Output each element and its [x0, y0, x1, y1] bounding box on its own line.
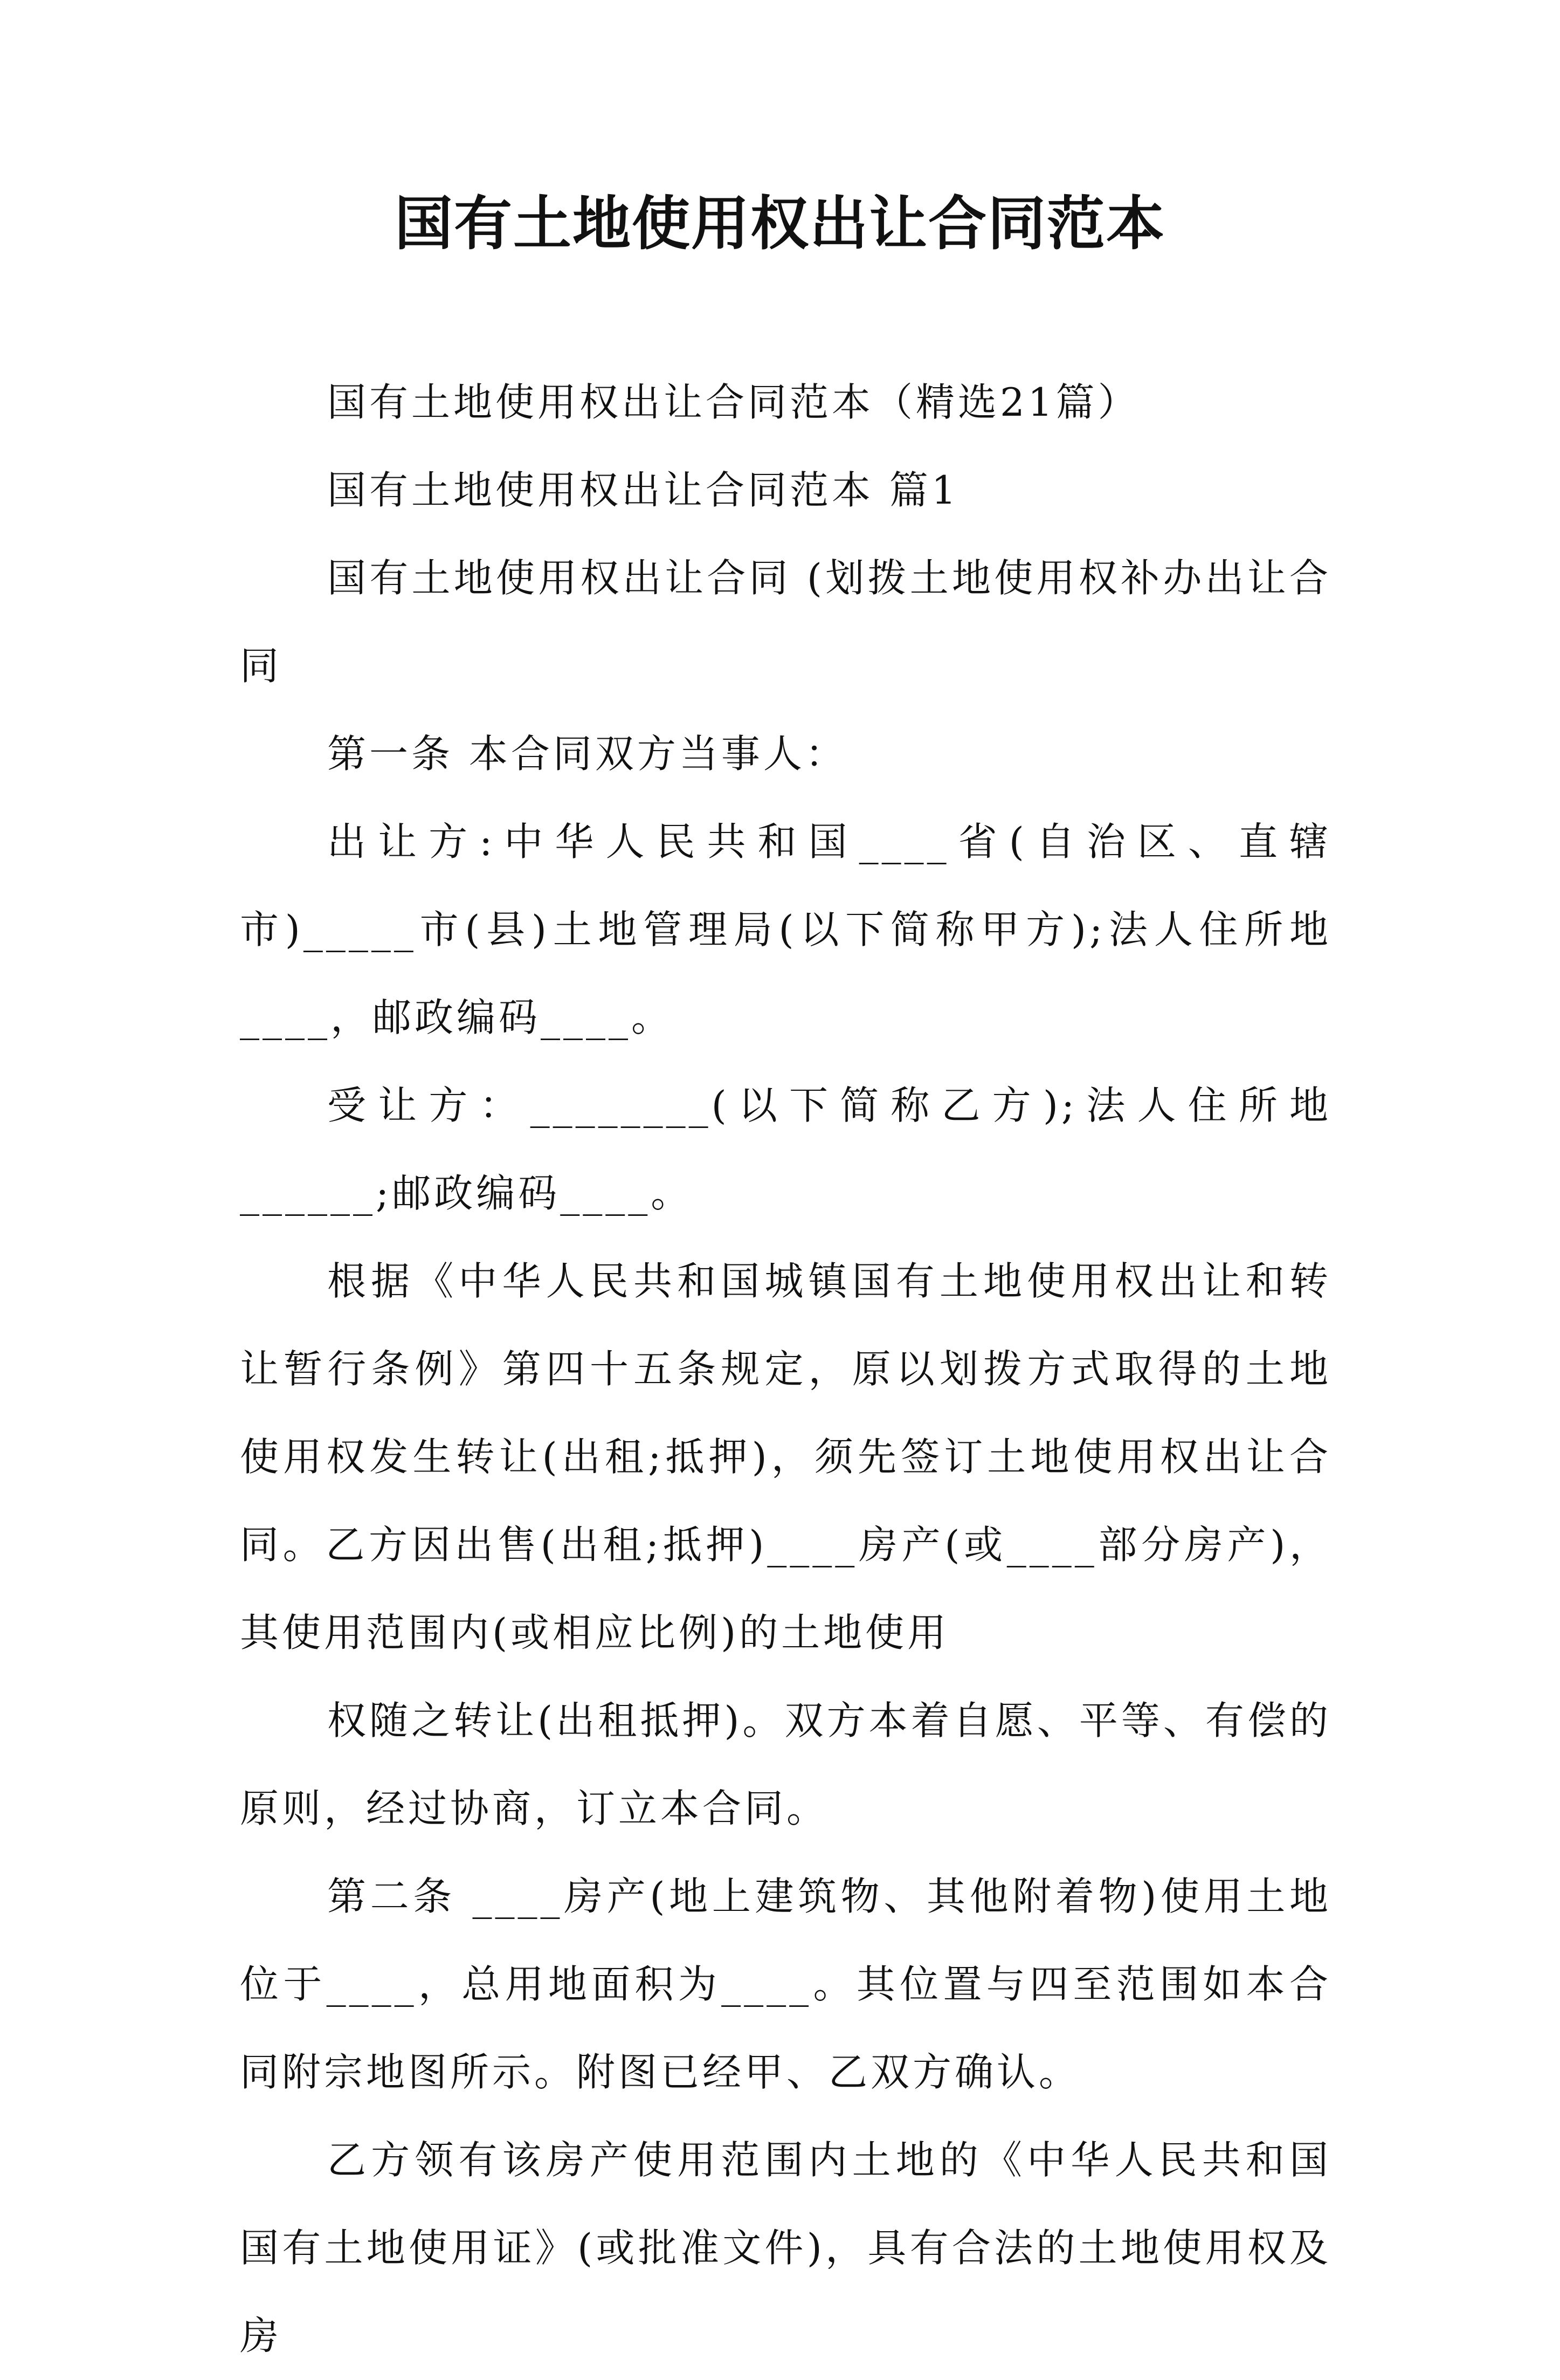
document-title: 国有土地使用权出让合同范本 — [394, 190, 1165, 258]
paragraph-article-2: 第二条 ____房产(地上建筑物、其他附着物)使用土地位于____，总用地面积为____。其位置与四至范围如本合同附宗地图所示。附图已经甲、乙双方确认。 — [240, 1874, 1331, 2095]
paragraph-contract-name: 国有土地使用权出让合同 (划拨土地使用权补办出让合同 — [240, 555, 1331, 689]
document-body — [240, 359, 1331, 2380]
paragraph-section-heading: 国有土地使用权出让合同范本 篇1 — [327, 467, 960, 513]
paragraph-article-1: 第一条 本合同双方当事人： — [327, 731, 847, 776]
paragraph-grantor: 出让方:中华人民共和国____省(自治区、直辖市)_____市(县)土地管理局(以下简称甲方);法人住所地____，邮政编码____。 — [240, 819, 1331, 1040]
paragraph-legal-basis: 根据《中华人民共和国城镇国有土地使用权出让和转让暂行条例》第四十五条规定，原以划拨方式取得的土地使用权发生转让(出租;抵押)，须先签订土地使用权出让合同。乙方因出售(出租;抵押)____房产(或____部分房产)，其使用范围内(或相应比例)的土地使用 — [240, 1258, 1331, 1655]
paragraph-land-certificate: 乙方领有该房产使用范围内土地的《中华人民共和国国有土地使用证》(或批准文件)，具有合法的土地使用权及房 — [240, 2137, 1331, 2358]
paragraph-subtitle: 国有土地使用权出让合同范本（精选21篇） — [327, 380, 1140, 425]
paragraph-grantee: 受让方：________(以下简称乙方);法人住所地______;邮政编码____。 — [240, 1083, 1331, 1216]
paragraph-principles: 权随之转让(出租抵押)。双方本着自愿、平等、有偿的原则，经过协商，订立本合同。 — [240, 1698, 1331, 1831]
